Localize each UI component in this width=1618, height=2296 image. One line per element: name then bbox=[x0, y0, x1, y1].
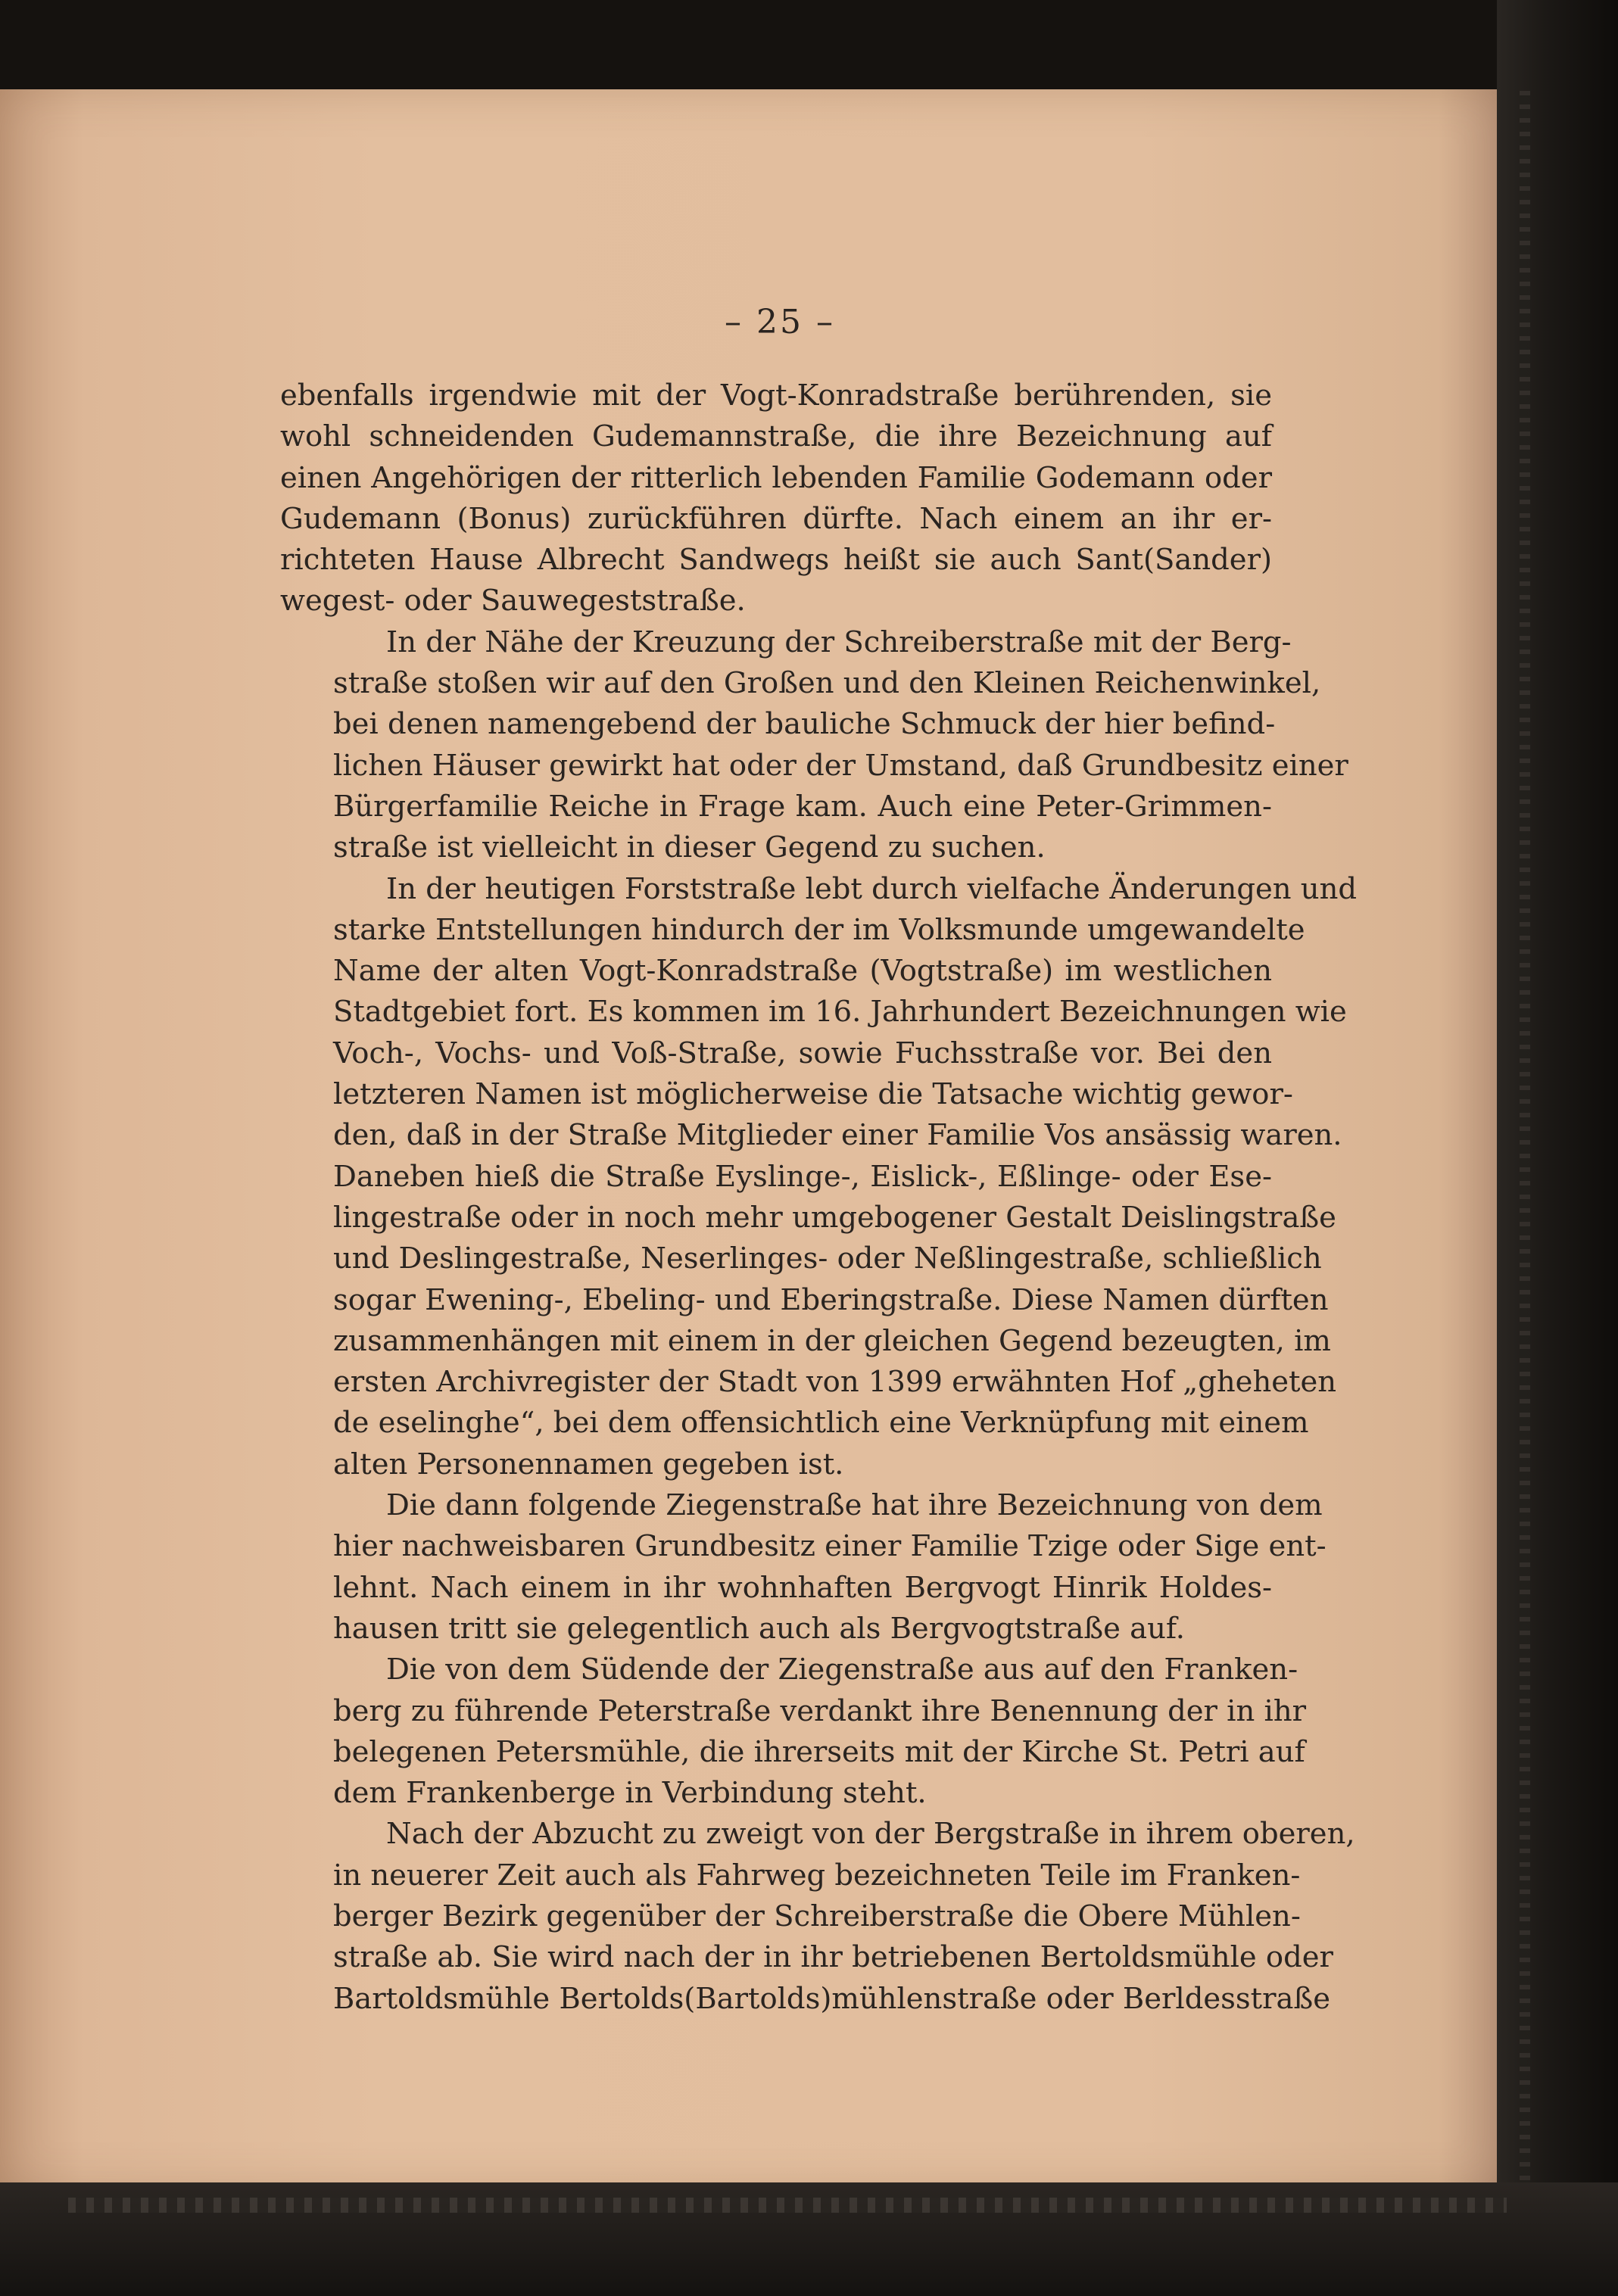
paragraph bbox=[280, 375, 1272, 622]
text-line: de eselinghe“, bei dem offensichtlich eine Verknüpfung mit einem bbox=[333, 1406, 1309, 1441]
text-line: straße stoßen wir auf den Großen und den Kleinen Reichenwinkel, bbox=[333, 666, 1321, 701]
body-text bbox=[280, 375, 1358, 2020]
text-line: wohl schneidenden Gudemannstraße, die ihre Bezeichnung auf bbox=[280, 419, 1272, 454]
text-line: straße ab. Sie wird nach der in ihr betriebenen Bertoldsmühle oder bbox=[333, 1940, 1333, 1975]
text-line: lingestraße oder in noch mehr umgebogener Gestalt Deislingstraße bbox=[333, 1200, 1336, 1235]
text-line: einen Angehörigen der ritterlich lebenden Familie Godemann oder bbox=[280, 460, 1272, 495]
text-line: zusammenhängen mit einem in der gleichen Gegend bezeugten, im bbox=[333, 1323, 1331, 1358]
text-line: straße ist vielleicht in dieser Gegend zu suchen. bbox=[333, 830, 1046, 865]
text-line: Name der alten Vogt-Konradstraße (Vogtstraße) im westlichen bbox=[333, 954, 1272, 989]
text-line: hausen tritt sie gelegentlich auch als Bergvogtstraße auf. bbox=[333, 1611, 1185, 1646]
text-line: Die dann folgende Ziegenstraße hat ihre Bezeichnung von dem bbox=[386, 1488, 1323, 1523]
text-line: letzteren Namen ist möglicherweise die Tatsache wichtig gewor- bbox=[333, 1077, 1293, 1112]
text-line: in neuerer Zeit auch als Fahrweg bezeichneten Teile im Franken- bbox=[333, 1858, 1301, 1893]
book-binding-edge bbox=[1497, 0, 1618, 2296]
text-line: Voch-, Vochs- und Voß-Straße, sowie Fuchsstraße vor. Bei den bbox=[333, 1036, 1272, 1070]
text-line: In der heutigen Forststraße lebt durch vielfache Änderungen und bbox=[386, 871, 1358, 906]
paragraph bbox=[280, 622, 1348, 869]
page-number: – 25 – bbox=[725, 303, 835, 341]
text-line: Gudemann (Bonus) zurückführen dürfte. Nach einem an ihr er- bbox=[280, 501, 1272, 536]
text-line: hier nachweisbaren Grundbesitz einer Familie Tzige oder Sige ent- bbox=[333, 1529, 1327, 1564]
text-line: und Deslingestraße, Neserlinges- oder Neßlingestraße, schließlich bbox=[333, 1241, 1322, 1276]
text-line: berg zu führende Peterstraße verdankt ihre Benennung der in ihr bbox=[333, 1693, 1307, 1728]
text-line: Die von dem Südende der Ziegenstraße aus auf den Franken- bbox=[386, 1653, 1298, 1687]
text-line: bei denen namengebend der bauliche Schmuck der hier befind- bbox=[333, 707, 1276, 742]
book-page bbox=[0, 89, 1507, 2190]
text-line: lehnt. Nach einem in ihr wohnhaften Bergvogt Hinrik Holdes- bbox=[333, 1570, 1272, 1605]
text-line: alten Personennamen gegeben ist. bbox=[333, 1447, 844, 1481]
book-bottom-edge bbox=[0, 2182, 1618, 2296]
text-line: Nach der Abzucht zu zweigt von der Bergstraße in ihrem oberen, bbox=[386, 1817, 1355, 1852]
text-line: Stadtgebiet fort. Es kommen im 16. Jahrhundert Bezeichnungen wie bbox=[333, 995, 1347, 1030]
text-line: richteten Hause Albrecht Sandwegs heißt sie auch Sant(Sander) bbox=[280, 543, 1272, 578]
text-line: sogar Ewening-, Ebeling- und Eberingstraße. Diese Namen dürften bbox=[333, 1282, 1329, 1317]
text-line: Bartoldsmühle Bertolds(Bartolds)mühlenstraße oder Berldesstraße bbox=[333, 1981, 1330, 2016]
text-line: lichen Häuser gewirkt hat oder der Umstand, daß Grundbesitz einer bbox=[333, 748, 1348, 783]
text-line: berger Bezirk gegenüber der Schreiberstraße die Obere Mühlen- bbox=[333, 1899, 1301, 1933]
text-line: wegest- oder Sauwegeststraße. bbox=[280, 584, 746, 618]
text-line: Daneben hieß die Straße Eyslinge-, Eislick-, Eßlinge- oder Ese- bbox=[333, 1159, 1272, 1194]
text-line: ersten Archivregister der Stadt von 1399 erwähnten Hof „gheheten bbox=[333, 1365, 1337, 1400]
text-line: starke Entstellungen hindurch der im Volksmunde umgewandelte bbox=[333, 912, 1305, 947]
text-line: belegenen Petersmühle, die ihrerseits mit der Kirche St. Petri auf bbox=[333, 1734, 1305, 1769]
text-line: dem Frankenberge in Verbindung steht. bbox=[333, 1776, 927, 1811]
text-line: In der Nähe der Kreuzung der Schreiberstraße mit der Berg- bbox=[386, 625, 1292, 659]
paragraph bbox=[280, 1485, 1327, 1650]
text-line: den, daß in der Straße Mitglieder einer Familie Vos ansässig waren. bbox=[333, 1118, 1342, 1153]
paragraph bbox=[280, 1650, 1307, 1814]
text-line: Bürgerfamilie Reiche in Frage kam. Auch eine Peter-Grimmen- bbox=[333, 789, 1272, 824]
paragraph bbox=[280, 869, 1358, 1485]
text-line: ebenfalls irgendwie mit der Vogt-Konradstraße berührenden, sie bbox=[280, 379, 1272, 413]
paragraph bbox=[280, 1814, 1355, 2019]
